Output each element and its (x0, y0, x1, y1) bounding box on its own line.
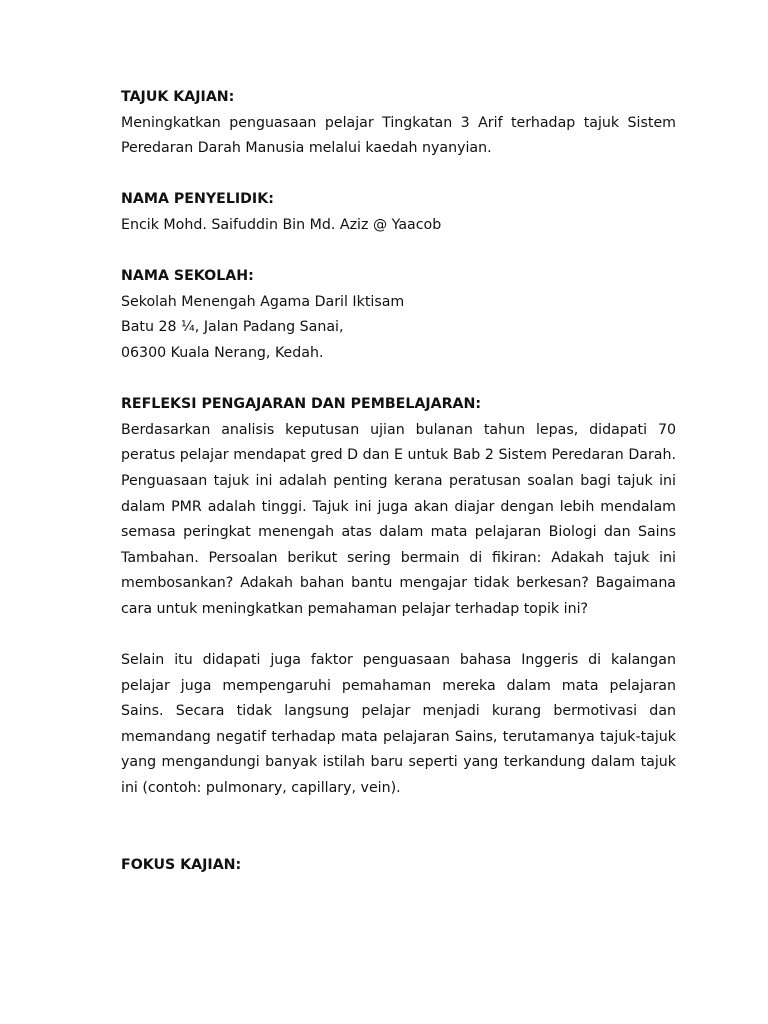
text-tajuk-kajian: Meningkatkan penguasaan pelajar Tingkatan 3 Arif terhadap tajuk Sistem Peredaran Darah Manusia melalui kaedah nyanyian. (121, 114, 676, 157)
section-fokus-kajian (121, 853, 676, 879)
spacer (121, 239, 676, 265)
text-nama-penyelidik: Encik Mohd. Saifuddin Bin Md. Aziz @ Yaacob (121, 216, 442, 233)
spacer (121, 162, 676, 188)
spacer (121, 367, 676, 393)
refleksi-paragraph-1: Berdasarkan analisis keputusan ujian bulanan tahun lepas, didapati 70 peratus pelajar mendapat gred D dan E untuk Bab 2 Sistem Peredaran Darah. Penguasaan tajuk ini adalah penting kerana peratusan soalan bagi tajuk ini dalam PMR adalah tinggi. Tajuk ini juga akan diajar dengan lebih mendalam semasa peringkat menengah atas dalam mata pelajaran Biologi dan Sains Tambahan. Persoalan berikut sering bermain di fikiran: Adakah tajuk ini membosankan? Adakah bahan bantu mengajar tidak berkesan? Bagaimana cara untuk meningkatkan pemahaman pelajar terhadap topik ini? (121, 421, 676, 617)
heading-tajuk-kajian: TAJUK KAJIAN: (121, 89, 235, 105)
section-refleksi (121, 392, 676, 802)
school-address-line2: 06300 Kuala Nerang, Kedah. (121, 344, 324, 361)
heading-nama-sekolah: NAMA SEKOLAH: (121, 268, 254, 285)
spacer (121, 802, 676, 853)
school-address-line1: Batu 28 ¼, Jalan Padang Sanai, (121, 319, 344, 336)
heading-fokus-kajian: FOKUS KAJIAN: (121, 856, 242, 873)
document-page (121, 85, 676, 878)
refleksi-paragraph-2: Selain itu didapati juga faktor penguasaan bahasa Inggeris di kalangan pelajar juga mempengaruhi pemahaman mereka dalam mata pelajaran Sains. Secara tidak langsung pelajar menjadi kurang bermotivasi dan memandang negatif terhadap mata pelajaran Sains, terutamanya tajuk-tajuk yang mengandungi banyak istilah baru seperti yang terkandung dalam tajuk ini (contoh: pulmonary, capillary, vein). (121, 652, 676, 797)
school-name: Sekolah Menengah Agama Daril Iktisam (121, 293, 405, 310)
spacer (121, 622, 676, 648)
section-nama-penyelidik (121, 187, 676, 238)
section-nama-sekolah (121, 264, 676, 366)
heading-nama-penyelidik: NAMA PENYELIDIK: (121, 191, 274, 208)
heading-refleksi: REFLEKSI PENGAJARAN DAN PEMBELAJARAN: (121, 396, 482, 413)
section-tajuk-kajian (121, 85, 676, 162)
